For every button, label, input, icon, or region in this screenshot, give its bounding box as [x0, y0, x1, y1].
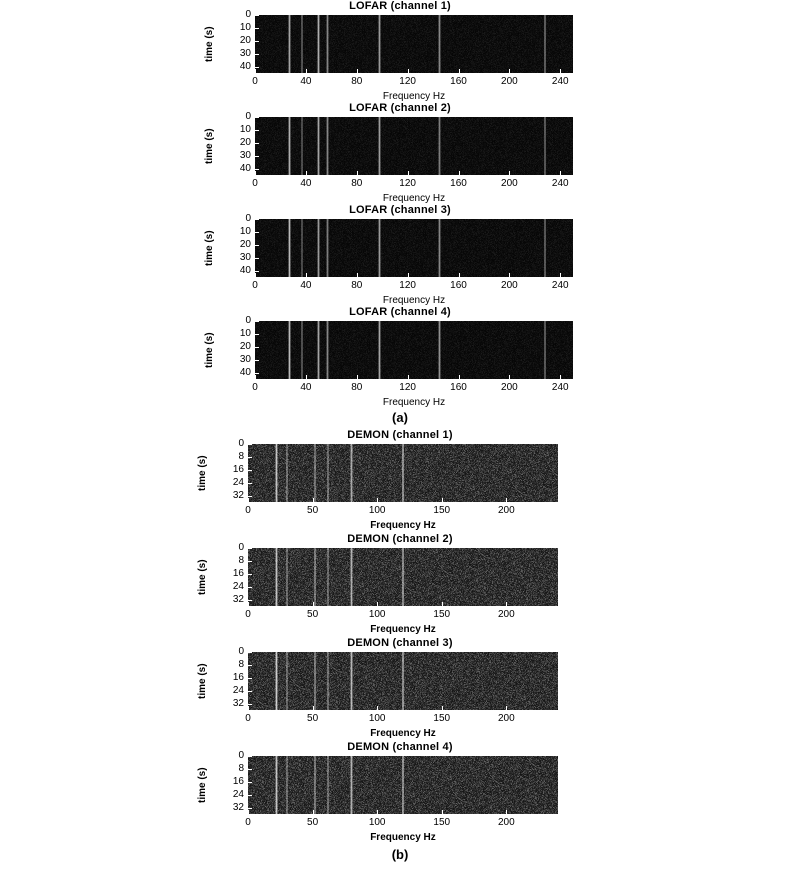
- y-tick-label: 8: [238, 554, 244, 566]
- y-tick-label: 24: [232, 788, 244, 800]
- x-tick-mark: [377, 498, 378, 502]
- y-tick-label: 40: [239, 60, 251, 72]
- y-tick-mark: [255, 28, 259, 29]
- y-tick-label: 32: [232, 489, 244, 501]
- y-tick-mark: [248, 444, 252, 445]
- tonal-line: [326, 219, 328, 277]
- y-tick-label: 0: [238, 438, 244, 449]
- tonal-line: [275, 756, 278, 814]
- x-tick-mark: [442, 602, 443, 606]
- x-tick-label: 0: [252, 280, 258, 291]
- spectrogram-panel: [0, 429, 800, 533]
- x-tick-mark: [408, 171, 409, 175]
- x-tick-mark: [313, 602, 314, 606]
- spectrogram-panel: [0, 306, 800, 408]
- x-tick-label: 100: [368, 505, 386, 516]
- subfigure-caption-b: (b): [391, 847, 409, 862]
- x-tick-label: 150: [433, 713, 451, 724]
- y-tick-mark: [248, 457, 252, 458]
- y-tick-label: 40: [239, 162, 251, 174]
- x-tick-mark: [509, 69, 510, 73]
- y-tick-label: 8: [238, 762, 244, 774]
- panel-title: LOFAR (channel 4): [349, 306, 451, 318]
- y-tick-mark: [248, 691, 252, 692]
- x-tick-mark: [255, 375, 256, 379]
- x-tick-label: 100: [368, 817, 386, 828]
- x-tick-label: 0: [252, 178, 258, 189]
- tonal-line: [275, 652, 278, 710]
- tonal-line: [286, 756, 288, 814]
- x-tick-label: 200: [497, 505, 515, 516]
- tonal-line: [544, 321, 546, 379]
- x-tick-mark: [560, 375, 561, 379]
- x-tick-label: 50: [307, 713, 319, 724]
- tonal-line: [438, 321, 440, 379]
- tonal-line: [301, 219, 303, 277]
- tonal-line: [438, 15, 440, 73]
- tonal-line: [544, 219, 546, 277]
- x-axis-label: Frequency Hz: [382, 397, 446, 408]
- x-tick-mark: [509, 273, 510, 277]
- y-tick-mark: [255, 67, 259, 68]
- y-tick-mark: [255, 347, 259, 348]
- x-tick-label: 0: [252, 382, 258, 393]
- x-tick-mark: [560, 273, 561, 277]
- y-tick-label: 30: [239, 353, 251, 365]
- y-tick-mark: [255, 15, 259, 16]
- y-tick-mark: [248, 470, 252, 471]
- spectrogram-panel: [0, 637, 800, 741]
- y-tick-label: 40: [239, 264, 251, 276]
- y-tick-mark: [255, 360, 259, 361]
- tonal-line: [350, 756, 353, 814]
- panel-title: LOFAR (channel 2): [349, 102, 451, 114]
- y-axis-label: time (s): [204, 332, 215, 368]
- y-tick-mark: [255, 169, 259, 170]
- y-tick-label: 16: [232, 463, 244, 475]
- tonal-line: [350, 548, 353, 606]
- y-axis-label: time (s): [204, 230, 215, 266]
- x-tick-mark: [313, 706, 314, 710]
- x-tick-label: 200: [501, 76, 518, 87]
- tonal-line: [544, 15, 546, 73]
- tonal-line: [314, 756, 316, 814]
- panel-title: LOFAR (channel 1): [349, 0, 451, 12]
- y-axis-label: time (s): [204, 128, 215, 164]
- tonal-line: [301, 117, 303, 175]
- tonal-line: [378, 117, 380, 175]
- x-tick-mark: [506, 706, 507, 710]
- y-axis-label: time (s): [197, 663, 208, 699]
- y-tick-mark: [248, 561, 252, 562]
- x-tick-mark: [459, 375, 460, 379]
- spectrogram-panel: [0, 204, 800, 306]
- y-tick-label: 24: [232, 580, 244, 592]
- x-tick-label: 240: [551, 280, 569, 291]
- x-tick-mark: [442, 498, 443, 502]
- tonal-line: [350, 652, 353, 710]
- x-tick-label: 160: [450, 76, 467, 87]
- y-tick-label: 0: [245, 111, 251, 122]
- y-tick-label: 10: [239, 21, 251, 33]
- y-tick-label: 8: [238, 658, 244, 670]
- y-tick-label: 24: [232, 476, 244, 488]
- tonal-line: [301, 15, 303, 73]
- x-tick-label: 240: [551, 76, 569, 87]
- y-tick-label: 32: [232, 697, 244, 709]
- x-tick-mark: [509, 375, 510, 379]
- x-tick-mark: [506, 498, 507, 502]
- x-tick-mark: [377, 602, 378, 606]
- y-axis-label: time (s): [197, 455, 208, 491]
- y-tick-mark: [255, 41, 259, 42]
- tonal-line: [288, 15, 291, 73]
- y-tick-mark: [248, 782, 252, 783]
- x-tick-mark: [248, 498, 249, 502]
- x-tick-label: 40: [300, 76, 312, 87]
- y-tick-mark: [255, 271, 259, 272]
- x-tick-label: 50: [307, 505, 319, 516]
- x-tick-mark: [313, 498, 314, 502]
- x-tick-label: 200: [497, 609, 515, 620]
- x-tick-label: 80: [351, 178, 363, 189]
- x-tick-mark: [255, 171, 256, 175]
- panel-title: LOFAR (channel 3): [349, 204, 451, 216]
- x-tick-label: 40: [300, 382, 312, 393]
- x-tick-mark: [357, 69, 358, 73]
- x-tick-mark: [255, 273, 256, 277]
- y-tick-label: 16: [232, 567, 244, 579]
- x-tick-mark: [248, 706, 249, 710]
- x-tick-label: 40: [300, 280, 312, 291]
- tonal-line: [314, 444, 316, 502]
- y-tick-mark: [248, 665, 252, 666]
- x-tick-label: 160: [450, 280, 467, 291]
- x-tick-label: 0: [252, 76, 258, 87]
- y-tick-mark: [255, 373, 259, 374]
- y-tick-label: 0: [238, 542, 244, 553]
- y-tick-label: 10: [239, 327, 251, 339]
- tonal-line: [286, 444, 288, 502]
- tonal-line: [326, 15, 328, 73]
- y-tick-mark: [255, 334, 259, 335]
- spectrogram-image: [255, 15, 573, 73]
- panel-title: DEMON (channel 1): [347, 429, 453, 441]
- tonal-line: [402, 444, 405, 502]
- x-tick-label: 120: [399, 178, 416, 189]
- x-tick-label: 0: [245, 713, 251, 724]
- x-tick-mark: [459, 273, 460, 277]
- y-tick-mark: [255, 219, 259, 220]
- spectrogram-panel: [0, 0, 800, 102]
- y-tick-mark: [248, 678, 252, 679]
- x-tick-label: 200: [497, 713, 515, 724]
- tonal-line: [317, 15, 320, 73]
- y-tick-label: 32: [232, 593, 244, 605]
- tonal-line: [327, 652, 329, 710]
- x-tick-mark: [248, 810, 249, 814]
- x-tick-mark: [408, 375, 409, 379]
- tonal-line: [286, 652, 288, 710]
- tonal-line: [314, 548, 316, 606]
- panel-title: DEMON (channel 4): [347, 741, 453, 753]
- y-tick-label: 20: [239, 340, 251, 352]
- x-tick-mark: [306, 69, 307, 73]
- y-axis-label: time (s): [197, 767, 208, 803]
- y-tick-mark: [248, 496, 252, 497]
- y-tick-label: 20: [239, 136, 251, 148]
- spectrogram-image: [255, 117, 573, 175]
- y-tick-mark: [255, 143, 259, 144]
- x-tick-mark: [509, 171, 510, 175]
- spectrogram-image: [248, 652, 558, 710]
- tonal-line: [378, 15, 380, 73]
- x-tick-label: 80: [351, 382, 363, 393]
- x-tick-label: 240: [551, 382, 569, 393]
- tonal-line: [350, 444, 352, 502]
- tonal-line: [288, 117, 291, 175]
- x-tick-mark: [255, 69, 256, 73]
- y-tick-mark: [248, 795, 252, 796]
- spectrogram-panel: [0, 533, 800, 637]
- x-tick-label: 0: [245, 817, 251, 828]
- tonal-line: [402, 548, 405, 606]
- x-axis-label: Frequency Hz: [382, 91, 446, 102]
- tonal-line: [327, 756, 329, 814]
- y-tick-mark: [248, 574, 252, 575]
- y-tick-mark: [248, 587, 252, 588]
- x-tick-label: 200: [501, 280, 518, 291]
- tonal-line: [544, 117, 546, 175]
- x-tick-mark: [306, 375, 307, 379]
- x-tick-mark: [459, 171, 460, 175]
- y-tick-label: 20: [239, 238, 251, 250]
- y-tick-mark: [255, 130, 259, 131]
- x-tick-mark: [442, 810, 443, 814]
- x-axis-label: Frequency Hz: [370, 832, 436, 843]
- y-tick-mark: [248, 756, 252, 757]
- tonal-line: [327, 444, 329, 502]
- x-tick-mark: [357, 375, 358, 379]
- spectrogram-panel: [0, 102, 800, 204]
- y-tick-label: 0: [238, 750, 244, 761]
- x-tick-label: 40: [300, 178, 312, 189]
- tonal-line: [378, 219, 380, 277]
- y-tick-label: 30: [239, 149, 251, 161]
- y-tick-label: 0: [245, 315, 251, 326]
- tonal-line: [326, 321, 328, 379]
- y-axis-label: time (s): [204, 26, 215, 62]
- tonal-line: [402, 756, 405, 814]
- x-tick-label: 100: [368, 713, 386, 724]
- x-tick-mark: [306, 171, 307, 175]
- tonal-line: [317, 219, 319, 277]
- x-tick-mark: [357, 171, 358, 175]
- tonal-line: [275, 548, 278, 606]
- y-tick-mark: [248, 769, 252, 770]
- y-tick-label: 30: [239, 251, 251, 263]
- tonal-line: [317, 117, 320, 175]
- y-tick-mark: [248, 808, 252, 809]
- x-tick-mark: [377, 810, 378, 814]
- tonal-line: [314, 652, 316, 710]
- tonal-line: [378, 321, 381, 379]
- y-tick-mark: [255, 245, 259, 246]
- y-tick-label: 32: [232, 801, 244, 813]
- x-tick-label: 160: [450, 178, 467, 189]
- x-tick-label: 120: [399, 382, 416, 393]
- y-tick-label: 10: [239, 123, 251, 135]
- panel-title: DEMON (channel 3): [347, 637, 453, 649]
- x-tick-mark: [357, 273, 358, 277]
- x-tick-mark: [442, 706, 443, 710]
- tonal-line: [275, 444, 278, 502]
- y-tick-mark: [255, 156, 259, 157]
- x-tick-label: 200: [497, 817, 515, 828]
- x-axis-label: Frequency Hz: [370, 520, 436, 531]
- x-tick-mark: [306, 273, 307, 277]
- x-tick-mark: [408, 273, 409, 277]
- x-tick-mark: [560, 69, 561, 73]
- x-tick-label: 200: [501, 382, 518, 393]
- x-tick-label: 200: [501, 178, 518, 189]
- x-tick-label: 100: [368, 609, 386, 620]
- y-tick-label: 0: [245, 213, 251, 224]
- x-tick-label: 150: [433, 817, 451, 828]
- y-tick-label: 16: [232, 671, 244, 683]
- x-tick-label: 120: [399, 76, 416, 87]
- x-axis-label: Frequency Hz: [382, 193, 446, 204]
- x-tick-mark: [313, 810, 314, 814]
- spectrogram-image: [248, 548, 558, 606]
- spectrogram-image: [248, 756, 558, 814]
- y-tick-label: 10: [239, 225, 251, 237]
- tonal-line: [288, 219, 291, 277]
- subfigure-caption-a: (a): [392, 410, 408, 425]
- x-tick-mark: [377, 706, 378, 710]
- x-tick-label: 80: [351, 280, 363, 291]
- x-tick-label: 0: [245, 505, 251, 516]
- y-tick-label: 16: [232, 775, 244, 787]
- x-tick-mark: [248, 602, 249, 606]
- y-tick-label: 8: [238, 450, 244, 462]
- y-tick-mark: [248, 704, 252, 705]
- y-tick-mark: [255, 232, 259, 233]
- y-tick-mark: [255, 54, 259, 55]
- tonal-line: [326, 117, 328, 175]
- x-tick-label: 120: [399, 280, 416, 291]
- y-tick-mark: [255, 258, 259, 259]
- x-tick-label: 80: [351, 76, 363, 87]
- x-tick-mark: [459, 69, 460, 73]
- x-tick-mark: [506, 602, 507, 606]
- tonal-line: [288, 321, 291, 379]
- y-tick-mark: [248, 652, 252, 653]
- x-tick-label: 160: [450, 382, 467, 393]
- y-tick-label: 30: [239, 47, 251, 59]
- x-tick-mark: [506, 810, 507, 814]
- y-tick-label: 24: [232, 684, 244, 696]
- x-tick-label: 150: [433, 609, 451, 620]
- tonal-line: [327, 548, 329, 606]
- panel-title: DEMON (channel 2): [347, 533, 453, 545]
- y-tick-label: 40: [239, 366, 251, 378]
- spectrogram-image: [255, 219, 573, 277]
- x-axis-label: Frequency Hz: [382, 295, 446, 306]
- y-tick-label: 0: [238, 646, 244, 657]
- tonal-line: [438, 219, 440, 277]
- y-tick-mark: [248, 548, 252, 549]
- x-tick-label: 0: [245, 609, 251, 620]
- x-axis-label: Frequency Hz: [370, 728, 436, 739]
- x-axis-label: Frequency Hz: [370, 624, 436, 635]
- spectrogram-image: [248, 444, 558, 502]
- x-tick-label: 50: [307, 609, 319, 620]
- tonal-line: [402, 652, 405, 710]
- y-tick-mark: [248, 600, 252, 601]
- tonal-line: [438, 117, 440, 175]
- x-tick-mark: [560, 171, 561, 175]
- y-axis-label: time (s): [197, 559, 208, 595]
- tonal-line: [301, 321, 303, 379]
- x-tick-label: 150: [433, 505, 451, 516]
- tonal-line: [286, 548, 288, 606]
- y-tick-mark: [255, 321, 259, 322]
- x-tick-label: 240: [551, 178, 569, 189]
- y-tick-mark: [248, 483, 252, 484]
- y-tick-label: 0: [245, 9, 251, 20]
- spectrogram-panel: [0, 741, 800, 845]
- x-tick-label: 50: [307, 817, 319, 828]
- y-tick-label: 20: [239, 34, 251, 46]
- x-tick-mark: [408, 69, 409, 73]
- tonal-line: [317, 321, 320, 379]
- y-tick-mark: [255, 117, 259, 118]
- spectrogram-image: [255, 321, 573, 379]
